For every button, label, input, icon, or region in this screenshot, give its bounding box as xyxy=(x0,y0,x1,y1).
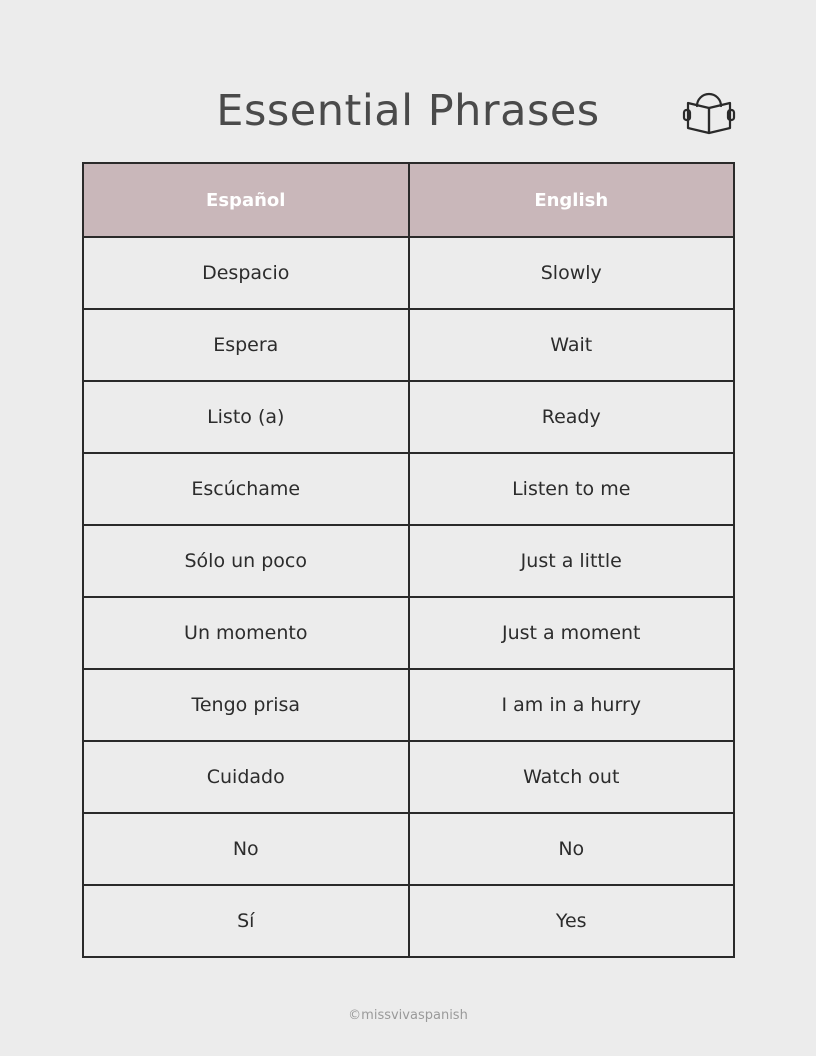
table-row xyxy=(83,669,734,741)
table-row xyxy=(83,453,734,525)
english-cell: Wait xyxy=(409,309,735,381)
spanish-cell: Listo (a) xyxy=(83,381,409,453)
english-cell: Listen to me xyxy=(409,453,735,525)
table-row xyxy=(83,813,734,885)
spanish-cell: No xyxy=(83,813,409,885)
spanish-cell: Cuidado xyxy=(83,741,409,813)
footer-credit: ©missvivaspanish xyxy=(348,1008,468,1023)
spanish-cell: Tengo prisa xyxy=(83,669,409,741)
table-row xyxy=(83,309,734,381)
spanish-cell: Un momento xyxy=(83,597,409,669)
english-cell: Ready xyxy=(409,381,735,453)
english-cell: Just a little xyxy=(409,525,735,597)
table-row xyxy=(83,597,734,669)
english-cell: Yes xyxy=(409,885,735,957)
column-header-spanish: Español xyxy=(83,163,409,237)
spanish-cell: Sólo un poco xyxy=(83,525,409,597)
english-cell: Watch out xyxy=(409,741,735,813)
column-header-english: English xyxy=(409,163,735,237)
english-cell: No xyxy=(409,813,735,885)
spanish-cell: Sí xyxy=(83,885,409,957)
english-cell: Just a moment xyxy=(409,597,735,669)
table-row xyxy=(83,885,734,957)
spanish-cell: Despacio xyxy=(83,237,409,309)
table-row xyxy=(83,525,734,597)
table-row xyxy=(83,381,734,453)
open-book-reader-icon xyxy=(682,84,736,136)
page-title: Essential Phrases xyxy=(216,86,600,136)
spanish-cell: Escúchame xyxy=(83,453,409,525)
table-row xyxy=(83,741,734,813)
phrases-table xyxy=(82,162,735,958)
english-cell: I am in a hurry xyxy=(409,669,735,741)
table-header-row xyxy=(83,163,734,237)
table-row xyxy=(83,237,734,309)
spanish-cell: Espera xyxy=(83,309,409,381)
english-cell: Slowly xyxy=(409,237,735,309)
